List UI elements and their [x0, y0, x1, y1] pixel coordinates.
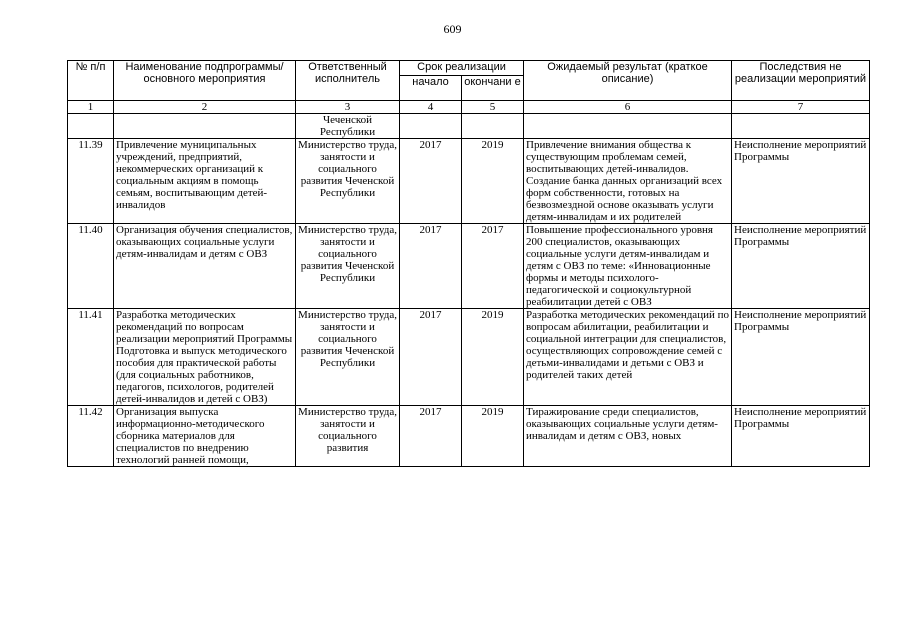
row-end: 2019: [462, 406, 524, 467]
row-name: Организация выпуска информационно-методического сборника материалов для специалистов по внедрению технологий ранней помощи,: [114, 406, 296, 467]
row-start: 2017: [400, 309, 462, 406]
header-start: начало: [400, 76, 462, 101]
row-name: Привлечение муниципальных учреждений, предприятий, некоммерческих организаций к социальным акциям в помощь семьям, воспитывающим детей-инвалидов: [114, 139, 296, 224]
header-result: Ожидаемый результат (краткое описание): [524, 61, 732, 101]
row-consequences: Неисполнение мероприятий Программы: [732, 139, 870, 224]
row-responsible: Министерство труда, занятости и социального развития Чеченской Республики: [296, 309, 400, 406]
row-name: Разработка методических рекомендаций по вопросам реализации мероприятий Программы Подготовка и выпуск методического пособия для практической работы (для социальных работников, педагогов, психологов, родителей детей-инвалидов и детей с ОВЗ): [114, 309, 296, 406]
row-responsible: Министерство труда, занятости и социального развития Чеченской Республики: [296, 139, 400, 224]
column-number: 7: [732, 101, 870, 114]
page-number: 609: [443, 22, 462, 36]
row-num: 11.42: [68, 406, 114, 467]
column-number: 4: [400, 101, 462, 114]
header-row: [68, 61, 870, 76]
row-num: 11.39: [68, 139, 114, 224]
table-row: [68, 309, 870, 406]
row-end: 2019: [462, 309, 524, 406]
header-end: окончани е: [462, 76, 524, 101]
row-end: 2019: [462, 139, 524, 224]
row-result: Привлечение внимания общества к существующим проблемам семей, воспитывающих детей-инвалидов. Создание банка данных организаций всех форм собственности, готовых на безвозмездной основе оказывать услуги детям-инвалидам и их родителей: [524, 139, 732, 224]
row-responsible: Министерство труда, занятости и социального развития Чеченской Республики: [296, 224, 400, 309]
row-result: Разработка методических рекомендаций по вопросам абилитации, реабилитации и социальной интеграции для специалистов, осуществляющих сопровождение семей с детьми-инвалидами и детьми с ОВЗ и родителей таких детей: [524, 309, 732, 406]
header-consequences: Последствия не реализации мероприятий: [732, 61, 870, 101]
row-result: Тиражирование среди специалистов, оказывающих социальные услуги детям-инвалидам и детям с ОВЗ, новых: [524, 406, 732, 467]
row-consequences: Неисполнение мероприятий Программы: [732, 406, 870, 467]
row-consequences: Неисполнение мероприятий Программы: [732, 224, 870, 309]
program-activities-table: [67, 60, 870, 467]
column-number: 1: [68, 101, 114, 114]
row-start: 2017: [400, 406, 462, 467]
row-start: 2017: [400, 224, 462, 309]
continuation-row: [68, 114, 870, 139]
continuation-responsible: Чеченской Республики: [296, 114, 400, 139]
header-period: Срок реализации: [400, 61, 524, 76]
row-start: 2017: [400, 139, 462, 224]
column-number: 2: [114, 101, 296, 114]
table-row: [68, 139, 870, 224]
column-number-row: [68, 101, 870, 114]
row-num: 11.40: [68, 224, 114, 309]
column-number: 5: [462, 101, 524, 114]
row-name: Организация обучения специалистов, оказывающих социальные услуги детям-инвалидам и детям с ОВЗ: [114, 224, 296, 309]
column-number: 3: [296, 101, 400, 114]
header-responsible: Ответственный исполнитель: [296, 61, 400, 101]
table-row: [68, 406, 870, 467]
column-number: 6: [524, 101, 732, 114]
header-num: № п/п: [68, 61, 114, 101]
row-num: 11.41: [68, 309, 114, 406]
row-result: Повышение профессионального уровня 200 специалистов, оказывающих социальные услуги детям-инвалидам и детям с ОВЗ по теме: «Инновационные формы и методы психолого-педагогической и социокультурной реабилитации детей с ОВЗ: [524, 224, 732, 309]
table-row: [68, 224, 870, 309]
header-name: Наименование подпрограммы/ основного мероприятия: [114, 61, 296, 101]
row-consequences: Неисполнение мероприятий Программы: [732, 309, 870, 406]
row-responsible: Министерство труда, занятости и социального развития: [296, 406, 400, 467]
row-end: 2017: [462, 224, 524, 309]
